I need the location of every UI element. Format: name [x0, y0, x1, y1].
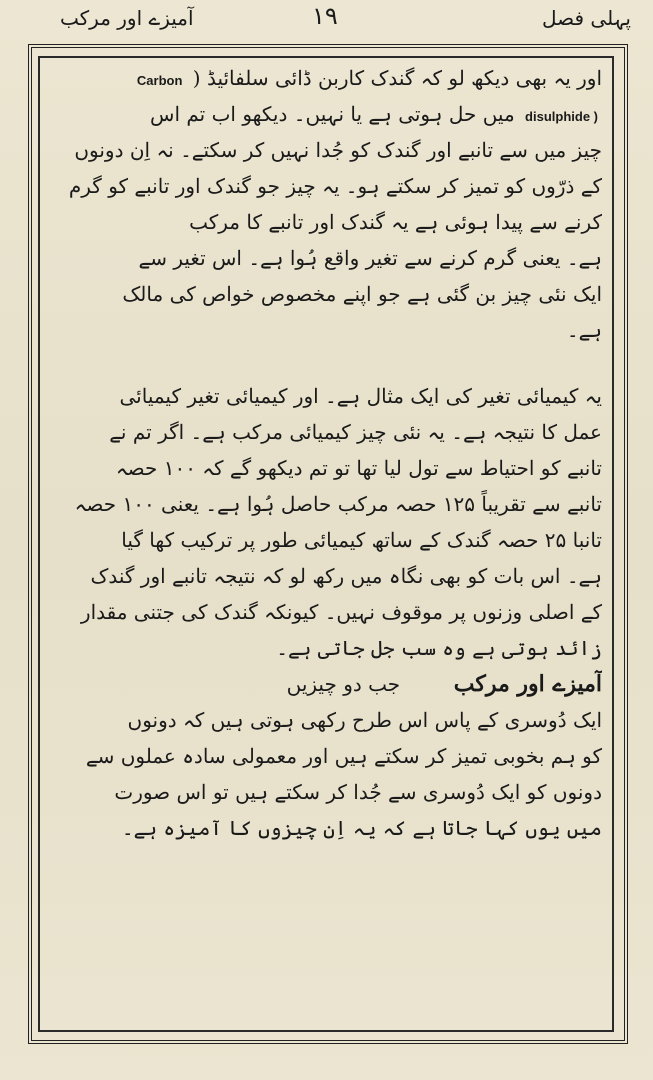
text-line: ہے۔ — [566, 318, 602, 342]
text-line: تانبے کو احتیاط سے تول لیا تھا تو تم دیکھو گے کہ ۱۰۰ حصہ — [115, 456, 602, 480]
section-title: آمیزے اور مرکب — [60, 6, 194, 30]
text-line: کرنے سے پیدا ہوئی ہے یہ گندک اور تانبے کا مرکب — [189, 210, 602, 234]
text-line: زائد ہوتی ہے وہ سب جل جاتی ہے۔ — [276, 636, 602, 660]
body-text — [52, 60, 602, 846]
section-heading — [52, 666, 602, 702]
text-line — [52, 96, 602, 132]
paragraph-gap — [52, 348, 602, 378]
heading-continuation: جب دو چیزیں — [286, 672, 401, 696]
text-line: میں یوں کہا جاتا ہے کہ یہ اِن چیزوں کا آمیزہ ہے۔ — [121, 816, 602, 840]
text-line: ایک نئی چیز بن گئی ہے جو اپنے مخصوص خواص کی مالک — [122, 282, 602, 306]
text-line: ہے۔ یعنی گرم کرنے سے تغیر واقع ہُوا ہے۔ اس تغیر سے — [138, 246, 602, 270]
line-text: میں حل ہوتی ہے یا نہیں۔ دیکھو اب تم اس — [150, 102, 515, 126]
text-line: ہے۔ اس بات کو بھی نگاہ میں رکھ لو کہ نتیجہ تانبے اور گندک — [90, 564, 602, 588]
chapter-title: پہلی فصل — [542, 6, 631, 30]
text-line: تانبا ۲۵ حصہ گندک کے ساتھ کیمیائی طور پر ترکیب کھا گیا — [121, 528, 602, 552]
text-line: عمل کا نتیجہ ہے۔ یہ نئی چیز کیمیائی مرکب ہے۔ اگر تم نے — [109, 420, 602, 444]
text-line: دونوں کو ایک دُوسری سے جُدا کر سکتے ہیں تو اس صورت — [114, 780, 602, 804]
english-term: disulphide ) — [525, 109, 598, 124]
text-line: یہ کیمیائی تغیر کی ایک مثال ہے۔ اور کیمیائی تغیر کیمیائی — [119, 384, 602, 408]
text-line: چیز میں سے تانبے اور گندک کو جُدا نہیں کر سکتے۔ نہ اِن دونوں — [74, 138, 602, 162]
english-term: Carbon — [136, 73, 183, 88]
text-line: کے ذرّوں کو تمیز کر سکتے ہو۔ یہ چیز جو گندک اور تانبے کو گرم — [68, 174, 602, 198]
text-line: تانبے سے تقریباً ۱۲۵ حصہ مرکب حاصل ہُوا ہے۔ یعنی ۱۰۰ حصہ — [74, 492, 602, 516]
heading-title: آمیزے اور مرکب — [453, 671, 602, 697]
text-line: ایک دُوسری کے پاس اس طرح رکھی ہوتی ہیں کہ دونوں — [127, 708, 602, 732]
line-text: اور یہ بھی دیکھ لو کہ گندک کاربن ڈائی سلفائیڈ ( — [192, 66, 602, 90]
text-line: کے اصلی وزنوں پر موقوف نہیں۔ کیونکہ گندک کی جتنی مقدار — [80, 600, 602, 624]
page-number: ۱۹ — [312, 2, 338, 30]
running-header — [0, 0, 653, 44]
text-line: کو ہم بخوبی تمیز کر سکتے ہیں اور معمولی سادہ عملوں سے — [85, 744, 602, 768]
text-line — [52, 60, 602, 96]
